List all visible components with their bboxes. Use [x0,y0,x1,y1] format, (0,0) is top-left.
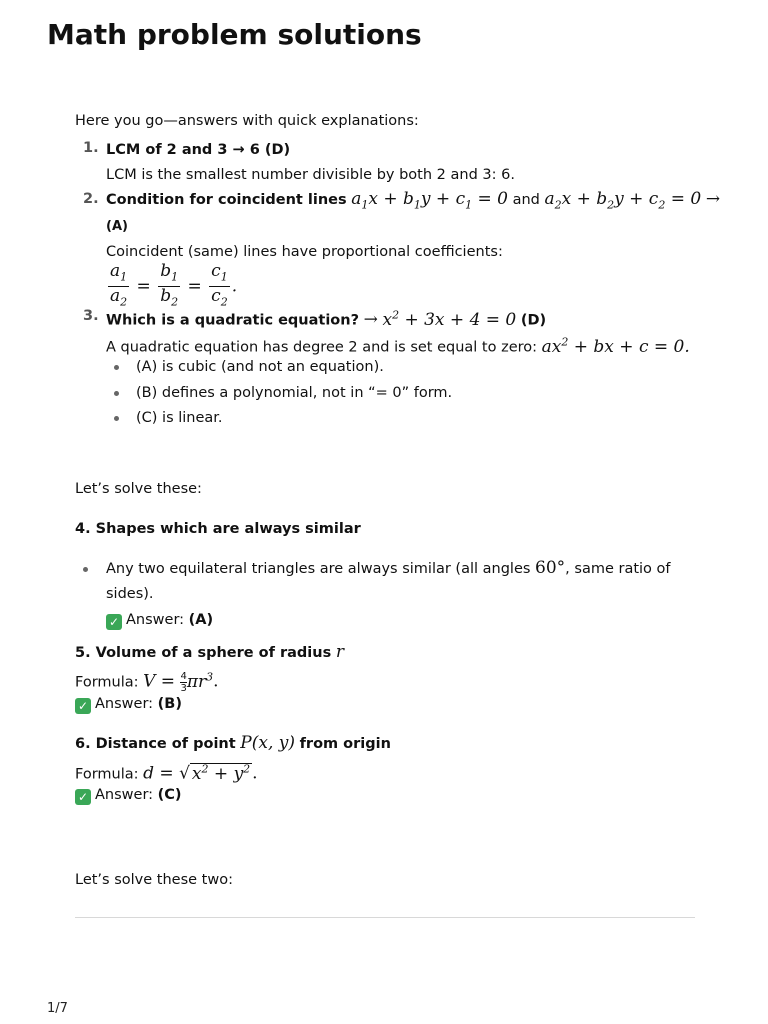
item-2-explanation: Coincident (same) lines have proportional coefficients: [106,244,503,260]
check-icon: ✓ [75,789,91,805]
q6-formula: Formula: d = √ $x^2 + y^2$ . [75,762,258,784]
q6-heading: 6. Distance of point P(x, y) from origin [75,733,391,753]
bullet-dot [114,416,119,421]
item-3-question-text: Which is a quadratic equation? [106,312,359,329]
bullet-dot [83,567,88,572]
q5-heading: 5. Volume of a sphere of radius r [75,642,344,662]
item-1-question-text: LCM of 2 and 3 [106,142,228,158]
general-quadratic: $ax^2$ + bx + c = 0. [541,335,690,357]
and-text: and [512,192,540,208]
sqrt-icon: √ [179,763,190,784]
item-3-bullet-1: (A) is cubic (and not an equation). [136,359,384,375]
item-3-answer: (D) [520,312,547,329]
quadratic-equation: $x^2 + 3x + 4 = 0$ [382,308,517,330]
page-title: Math problem solutions [47,18,422,51]
item-2-answer: (A) [106,219,128,234]
q4-heading: 4. Shapes which are always similar [75,521,361,537]
item-1-explanation: LCM is the smallest number divisible by both 2 and 3: 6. [106,167,515,183]
check-icon: ✓ [75,698,91,714]
q4-answer: (A) [188,612,214,628]
section-3-intro: Let’s solve these two: [75,872,233,888]
line-equation-1: $a_1x + b_1y + c_1 = 0$ [351,189,508,212]
item-3-question [106,305,546,331]
page-number: 1/7 [47,1001,68,1016]
q6-answer: (C) [157,787,182,803]
arrow-icon: → [363,309,378,330]
q5-formula: Formula: V = $\frac{4}{3}$ $\pi r^3$. [75,670,219,695]
arrow-icon: → [232,142,245,158]
section-2-intro: Let’s solve these: [75,481,202,497]
arrow-icon: → [705,189,721,209]
q4-bullet-line-2: sides). [106,586,154,602]
item-number-2: 2. [83,191,99,207]
item-2-question [106,189,720,215]
item-3-bullet-3: (C) is linear. [136,410,223,426]
q4-bullet-line-1: Any two equilateral triangles are always similar (all angles 60°, same ratio of [106,558,671,578]
divider [75,917,695,918]
intro-text: Here you go—answers with quick explanations: [75,113,419,129]
item-1-answer: 6 (D) [249,142,291,158]
check-icon: ✓ [106,614,122,630]
sqrt-radicand: $x^2 + y^2$ [191,762,251,784]
item-3-explanation: A quadratic equation has degree 2 and is set equal to zero: $ax^2$ + bx + c = 0. [106,335,690,357]
q5-answer-line: ✓ Answer: (B) [75,694,182,714]
angle-value: 60° [535,558,566,578]
item-1-question [106,140,290,160]
q6-answer-line: ✓ Answer: (C) [75,785,182,805]
line-equation-2: $a_2x + b_2y + c_2 = 0$ [544,189,702,212]
q5-answer: (B) [157,696,182,712]
bullet-dot [114,365,119,370]
q4-answer-line: ✓ Answer: (A) [106,610,213,630]
item-2-question-text: Condition for coincident lines [106,192,347,208]
ratio-formula: $\frac{a_1}{a_2}$ = $\frac{b_1}{b_2}$ = $\frac{c_1}{c_2}$ . [110,261,238,309]
item-3-bullet-2: (B) defines a polynomial, not in “= 0” form. [136,385,453,401]
item-number-1: 1. [83,140,99,156]
bullet-dot [114,391,119,396]
item-number-3: 3. [83,308,99,324]
